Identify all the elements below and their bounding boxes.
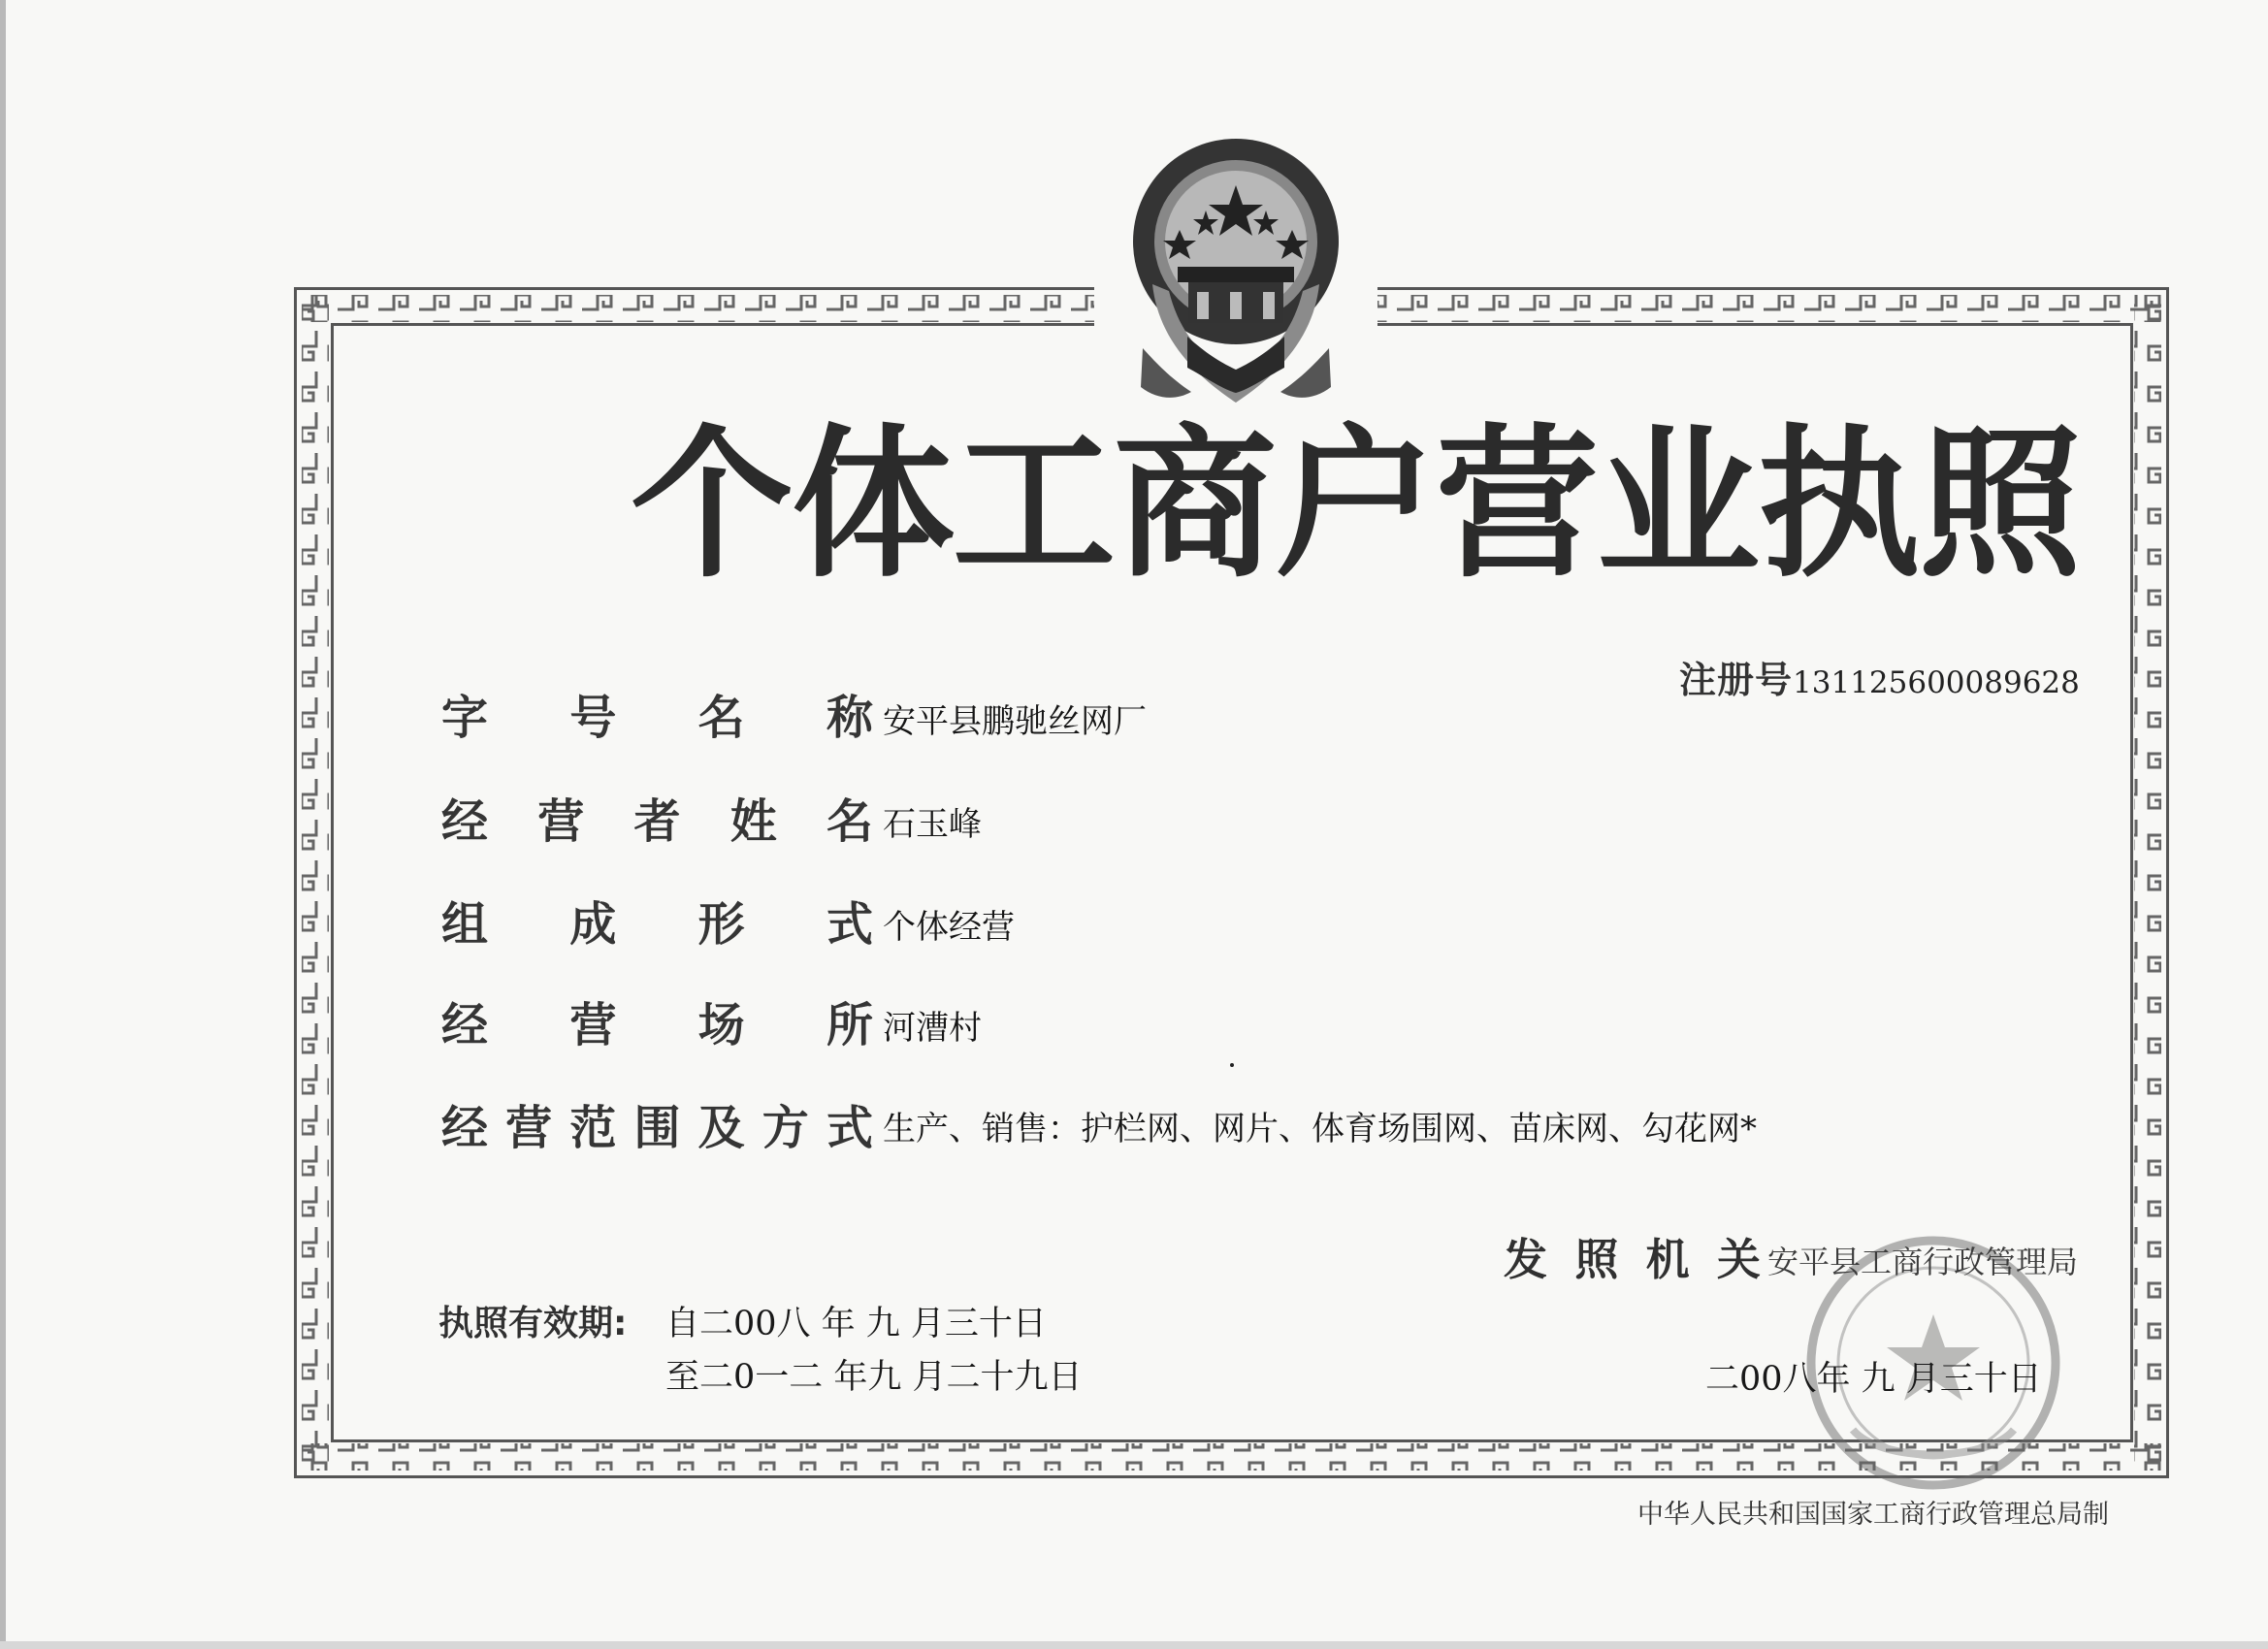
- field-label-business-name: [441, 687, 873, 749]
- issuer-label-char: 照: [1574, 1234, 1619, 1285]
- field-label-business-location: [441, 994, 873, 1056]
- scan-edge-left: [0, 0, 6, 1649]
- issuer-label-char: 机: [1645, 1234, 1690, 1285]
- registration-number: [1679, 656, 2080, 704]
- issuer-label-char: 发: [1504, 1234, 1548, 1285]
- label-char: 经: [441, 998, 489, 1052]
- issuer-value: 安平县工商行政管理局: [1767, 1244, 2079, 1280]
- field-value-business-location: 河漕村: [883, 1009, 982, 1048]
- label-char: 范: [569, 1101, 617, 1155]
- registration-value: 131125600089628: [1793, 665, 2080, 700]
- label-char: 方: [761, 1101, 809, 1155]
- label-char: 经: [441, 794, 489, 849]
- registration-label: 注册号: [1679, 659, 1794, 701]
- issue-date: 二00八年 九 月三十日: [1705, 1360, 2042, 1399]
- label-char: 字: [441, 691, 489, 745]
- validity-to: 至二0一二 年九 月二十九日: [665, 1358, 1083, 1397]
- issuer-footer-note: 中华人民共和国国家工商行政管理总局制: [1637, 1500, 2109, 1530]
- label-char: 者: [633, 794, 681, 849]
- validity-label: 执照有效期:: [438, 1304, 628, 1343]
- label-char: 围: [633, 1101, 681, 1155]
- label-char: 名: [826, 794, 873, 849]
- label-char: 姓: [729, 794, 777, 849]
- label-char: 所: [826, 998, 873, 1052]
- label-char: 式: [826, 1101, 873, 1155]
- national-emblem-icon: [1104, 131, 1368, 422]
- field-label-business-scope: [441, 1097, 873, 1159]
- field-value-operator-name: 石玉峰: [883, 805, 982, 844]
- label-char: 形: [697, 897, 745, 952]
- license-title: 个体工商户营业执照: [631, 409, 2080, 599]
- field-value-composition-form: 个体经营: [883, 908, 1015, 947]
- label-char: 组: [441, 897, 489, 952]
- field-value-business-name: 安平县鹏驰丝网厂: [883, 702, 1147, 741]
- label-char: 称: [826, 691, 873, 745]
- field-value-business-scope: 生产、销售：护栏网、网片、体育场围网、苗床网、勾花网*: [883, 1110, 1757, 1148]
- issuer-label: [1504, 1229, 1761, 1291]
- label-char: 营: [505, 1101, 553, 1155]
- label-char: 及: [697, 1101, 745, 1155]
- field-label-composition-form: [441, 893, 873, 955]
- label-char: 名: [697, 691, 745, 745]
- validity-from: 自二00八 年 九 月三十日: [665, 1305, 1047, 1343]
- field-label-operator-name: [441, 791, 873, 853]
- label-char: 营: [569, 998, 617, 1052]
- scan-dot: [1230, 1063, 1234, 1067]
- label-char: 场: [697, 998, 745, 1052]
- scan-edge-bottom: [0, 1641, 2268, 1649]
- label-char: 成: [569, 897, 617, 952]
- label-char: 营: [537, 794, 585, 849]
- label-char: 号: [569, 691, 617, 745]
- issuer-label-char: 关: [1716, 1234, 1761, 1285]
- label-char: 式: [826, 897, 873, 952]
- label-char: 经: [441, 1101, 489, 1155]
